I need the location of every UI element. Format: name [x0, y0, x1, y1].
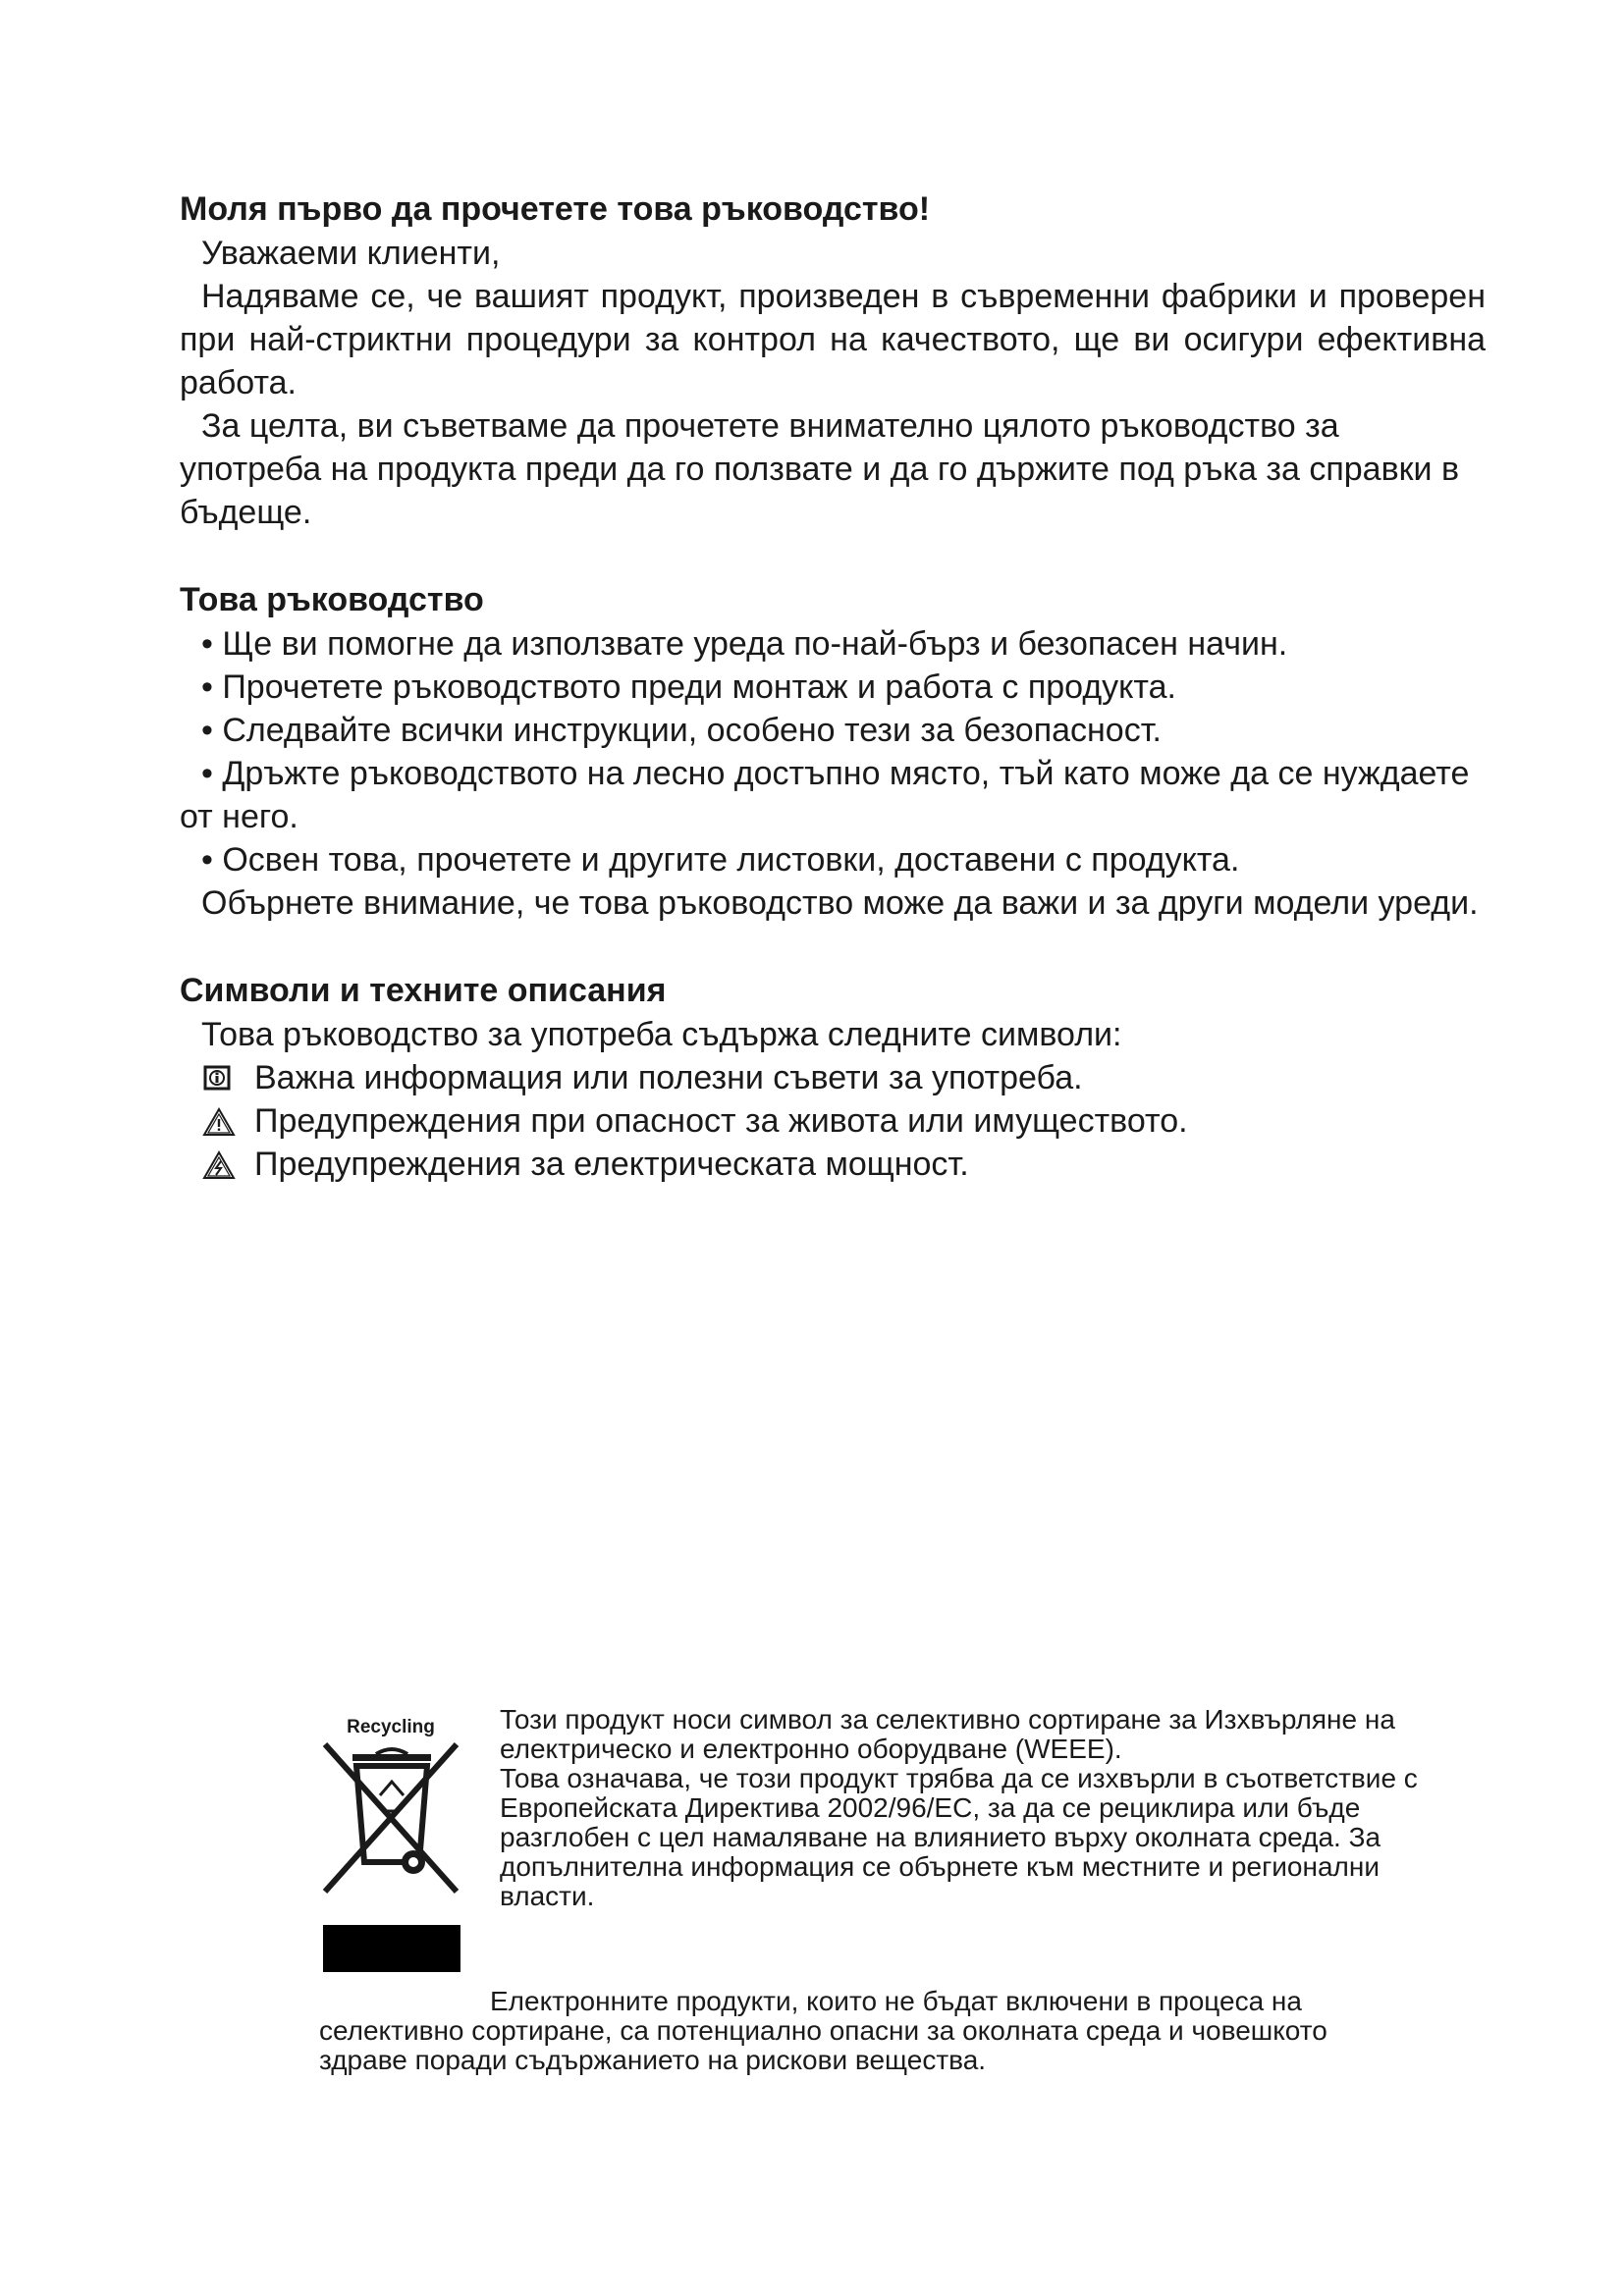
- symbol-item-info: [180, 1056, 1486, 1099]
- weee-logo-label: Recycling: [347, 1717, 435, 1737]
- manual-bullet: • Дръжте ръководството на лесно достъпно място, тъй като може да се нуждаете от него.: [180, 755, 1470, 835]
- warning-icon: [201, 1105, 241, 1137]
- weee-paragraph-2: Това означава, че този продукт трябва да се изхвърли в съответствие с Европейската Директива 2002/96/ЕС, за да се рециклира или бъде разглобен с цел намаляване на влиянието върху околната среда. За допълнителна информация се обърнете към местните и регионални власти.: [500, 1763, 1418, 1911]
- symbols-heading: Символи и техните описания: [180, 972, 667, 1009]
- intro-heading: Моля първо да прочетете това ръководство!: [180, 190, 931, 228]
- weee-logo: [319, 1705, 462, 1976]
- symbol-item-warning: [180, 1099, 1486, 1143]
- symbols-intro: Това ръководство за употреба съдържа следните символи:: [201, 1016, 1122, 1053]
- greeting: Уважаеми клиенти,: [201, 235, 501, 272]
- weee-footer: [319, 1987, 1419, 2075]
- weee-paragraph-3: Електронните продукти, които не бъдат включени в процеса на селективно сортиране, са потенциално опасни за околната среда и човешкото здраве поради съдържанието на рискови вещества.: [319, 1986, 1327, 2075]
- symbol-text: Предупреждения при опасност за живота или имуществото.: [254, 1102, 1188, 1140]
- manual-page: [180, 187, 1486, 1186]
- symbol-item-electric: [180, 1143, 1486, 1186]
- weee-description: [500, 1705, 1423, 1911]
- electric-warning-icon: [201, 1148, 241, 1180]
- intro-paragraph-1: Надяваме се, че вашият продукт, произведен в съвременни фабрики и проверен при най-стриктни процедури за контрол на качеството, ще ви осигури ефективна работа.: [180, 278, 1486, 401]
- manual-note: Обърнете внимание, че това ръководство може да важи и за други модели уреди.: [201, 884, 1479, 922]
- weee-paragraph-1: Този продукт носи символ за селективно сортиране за Изхвърляне на електрическо и електронно оборудване (WEEE).: [500, 1704, 1395, 1764]
- manual-bullet: • Следвайте всички инструкции, особено тези за безопасност.: [201, 712, 1162, 749]
- manual-heading: Това ръководство: [180, 581, 484, 618]
- info-icon: [201, 1062, 241, 1094]
- intro-paragraph-2: За целта, ви съветваме да прочетете внимателно цялото ръководство за употреба на продукта преди да го ползвате и да го държите под ръка за справки в бъдеще.: [180, 407, 1460, 531]
- manual-bullet: • Прочетете ръководството преди монтаж и работа с продукта.: [201, 668, 1176, 706]
- manual-bullet: • Ще ви помогне да използвате уреда по-най-бърз и безопасен начин.: [201, 625, 1288, 663]
- symbol-text: Важна информация или полезни съвети за употреба.: [254, 1059, 1083, 1096]
- manual-bullet: • Освен това, прочетете и другите листовки, доставени с продукта.: [201, 841, 1240, 879]
- symbol-text: Предупреждения за електрическата мощност.: [254, 1146, 969, 1183]
